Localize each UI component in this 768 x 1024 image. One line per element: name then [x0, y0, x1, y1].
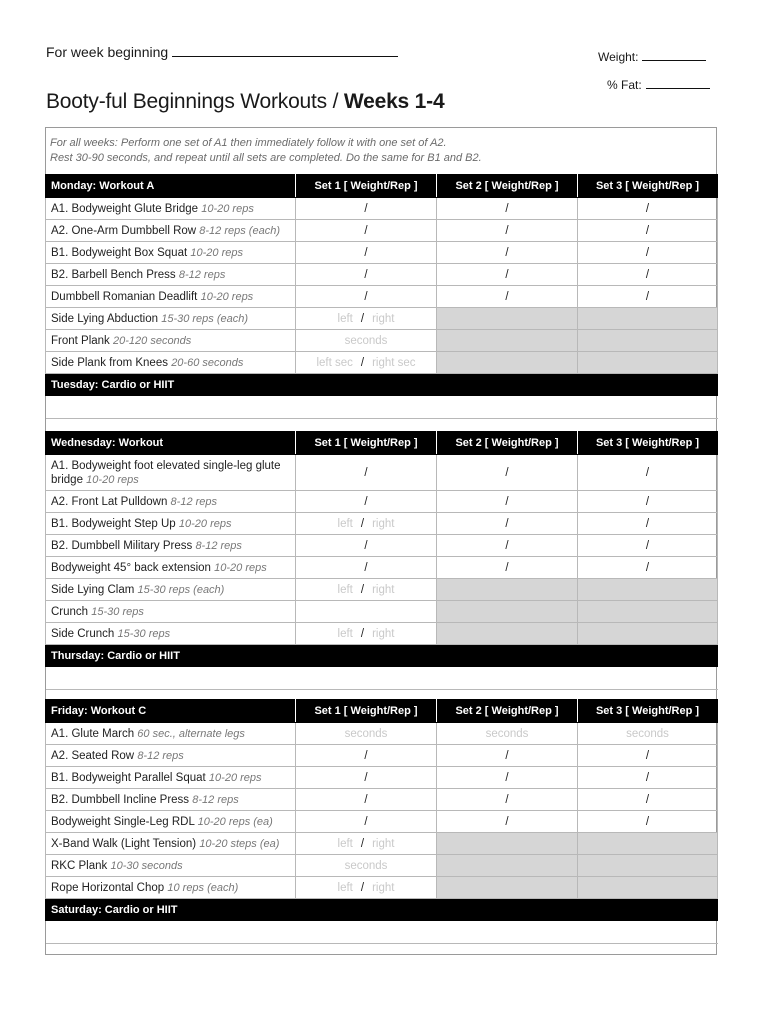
set1-cell[interactable]: seconds — [296, 330, 437, 352]
set3-header: Set 3 [ Weight/Rep ] — [578, 432, 718, 455]
exercise-name: Side Crunch 15-30 reps — [46, 623, 296, 645]
exercise-name: A2. Front Lat Pulldown 8-12 reps — [46, 491, 296, 513]
week-beginning-line[interactable] — [172, 44, 398, 57]
set3-cell-disabled — [578, 833, 718, 855]
table-row — [46, 198, 718, 220]
table-row — [46, 723, 718, 745]
set1-cell[interactable]: / — [296, 811, 437, 833]
set2-cell-disabled — [437, 833, 578, 855]
set3-cell[interactable]: seconds — [578, 723, 718, 745]
exercise-name: Dumbbell Romanian Deadlift 10-20 reps — [46, 286, 296, 308]
set3-cell-disabled — [578, 855, 718, 877]
saturday-notes-row[interactable] — [46, 921, 718, 944]
set3-cell[interactable]: / — [578, 242, 718, 264]
set3-header: Set 3 [ Weight/Rep ] — [578, 700, 718, 723]
friday-table — [45, 699, 718, 944]
set1-cell[interactable]: left / right — [296, 833, 437, 855]
set2-cell-disabled — [437, 579, 578, 601]
set2-cell[interactable]: / — [437, 535, 578, 557]
fat-field[interactable] — [607, 78, 710, 92]
table-row — [46, 767, 718, 789]
title-weeks: Weeks 1-4 — [343, 90, 445, 113]
set1-cell[interactable]: / — [296, 535, 437, 557]
set3-cell[interactable]: / — [578, 789, 718, 811]
table-row — [46, 455, 718, 491]
weight-label: Weight: — [598, 50, 639, 64]
set2-cell-disabled — [437, 623, 578, 645]
tuesday-notes-row[interactable] — [46, 396, 718, 419]
set2-cell[interactable]: / — [437, 745, 578, 767]
thursday-notes[interactable] — [46, 667, 718, 690]
exercise-name: B1. Bodyweight Step Up 10-20 reps — [46, 513, 296, 535]
set1-cell[interactable]: left / right — [296, 877, 437, 899]
set3-cell[interactable]: / — [578, 767, 718, 789]
set1-cell[interactable]: seconds — [296, 723, 437, 745]
exercise-name: B1. Bodyweight Parallel Squat 10-20 reps — [46, 767, 296, 789]
exercise-name: A1. Bodyweight Glute Bridge 10-20 reps — [46, 198, 296, 220]
exercise-name: Side Lying Abduction 15-30 reps (each) — [46, 308, 296, 330]
instructions-line-1: For all weeks: Perform one set of A1 then immediately follow it with one set of A2. — [50, 137, 447, 149]
table-row — [46, 877, 718, 899]
set2-cell-disabled — [437, 877, 578, 899]
set2-cell[interactable]: / — [437, 557, 578, 579]
set3-cell[interactable]: / — [578, 513, 718, 535]
exercise-name: B2. Barbell Bench Press 8-12 reps — [46, 264, 296, 286]
set1-cell[interactable] — [296, 601, 437, 623]
set1-cell[interactable]: / — [296, 242, 437, 264]
wednesday-header-row — [46, 432, 718, 455]
saturday-title: Saturday: Cardio or HIIT — [46, 899, 718, 921]
set3-header: Set 3 [ Weight/Rep ] — [578, 175, 718, 198]
exercise-name: B1. Bodyweight Box Squat 10-20 reps — [46, 242, 296, 264]
wednesday-table — [45, 431, 718, 690]
set1-cell[interactable]: left sec / right sec — [296, 352, 437, 374]
table-row — [46, 220, 718, 242]
set2-cell-disabled — [437, 352, 578, 374]
table-row — [46, 833, 718, 855]
exercise-name: A1. Glute March 60 sec., alternate legs — [46, 723, 296, 745]
table-row — [46, 557, 718, 579]
set1-header: Set 1 [ Weight/Rep ] — [296, 432, 437, 455]
exercise-name: X-Band Walk (Light Tension) 10-20 steps (ea) — [46, 833, 296, 855]
exercise-name: A2. Seated Row 8-12 reps — [46, 745, 296, 767]
set2-header: Set 2 [ Weight/Rep ] — [437, 175, 578, 198]
table-row — [46, 811, 718, 833]
table-row — [46, 579, 718, 601]
tuesday-row — [46, 374, 718, 396]
set1-cell[interactable]: / — [296, 286, 437, 308]
exercise-name: B2. Dumbbell Military Press 8-12 reps — [46, 535, 296, 557]
fat-label: % Fat: — [607, 78, 642, 92]
table-row — [46, 330, 718, 352]
friday-title: Friday: Workout C — [46, 700, 296, 723]
set1-cell[interactable]: / — [296, 789, 437, 811]
exercise-name: A1. Bodyweight foot elevated single-leg glute bridge 10-20 reps — [46, 455, 296, 491]
table-row — [46, 601, 718, 623]
monday-header-row — [46, 175, 718, 198]
set2-cell-disabled — [437, 308, 578, 330]
title-main: Booty-ful Beginnings Workouts / — [46, 90, 344, 113]
week-beginning-label: For week beginning — [46, 44, 169, 60]
weight-line[interactable] — [642, 50, 706, 61]
fat-line[interactable] — [646, 78, 710, 89]
set2-cell-disabled — [437, 601, 578, 623]
instructions — [50, 136, 482, 166]
set3-cell-disabled — [578, 601, 718, 623]
set1-cell[interactable]: left / right — [296, 579, 437, 601]
exercise-name: B2. Dumbbell Incline Press 8-12 reps — [46, 789, 296, 811]
monday-table — [45, 174, 718, 419]
monday-title: Monday: Workout A — [46, 175, 296, 198]
exercise-name: Side Lying Clam 15-30 reps (each) — [46, 579, 296, 601]
table-row — [46, 789, 718, 811]
set1-cell[interactable]: seconds — [296, 855, 437, 877]
table-row — [46, 745, 718, 767]
set1-header: Set 1 [ Weight/Rep ] — [296, 700, 437, 723]
exercise-name: Bodyweight 45° back extension 10-20 reps — [46, 557, 296, 579]
exercise-name: RKC Plank 10-30 seconds — [46, 855, 296, 877]
set3-cell-disabled — [578, 330, 718, 352]
table-row — [46, 513, 718, 535]
instructions-line-2: Rest 30-90 seconds, and repeat until all sets are completed. Do the same for B1 and B2. — [50, 152, 482, 164]
set1-cell[interactable]: left / right — [296, 308, 437, 330]
table-row — [46, 264, 718, 286]
set2-header: Set 2 [ Weight/Rep ] — [437, 700, 578, 723]
table-row — [46, 352, 718, 374]
table-row — [46, 308, 718, 330]
set2-cell[interactable]: / — [437, 491, 578, 513]
set2-cell[interactable]: seconds — [437, 723, 578, 745]
set3-cell-disabled — [578, 579, 718, 601]
set1-cell[interactable]: / — [296, 557, 437, 579]
set2-cell[interactable]: / — [437, 767, 578, 789]
set3-cell[interactable]: / — [578, 557, 718, 579]
tuesday-notes[interactable] — [46, 396, 718, 419]
set1-cell[interactable]: left / right — [296, 623, 437, 645]
set3-cell[interactable]: / — [578, 220, 718, 242]
table-row — [46, 623, 718, 645]
set2-cell[interactable]: / — [437, 198, 578, 220]
set3-cell[interactable]: / — [578, 264, 718, 286]
exercise-name: Side Plank from Knees 20-60 seconds — [46, 352, 296, 374]
friday-header-row — [46, 700, 718, 723]
set2-cell-disabled — [437, 855, 578, 877]
set2-header: Set 2 [ Weight/Rep ] — [437, 432, 578, 455]
set2-cell[interactable]: / — [437, 242, 578, 264]
weight-field[interactable] — [598, 50, 706, 64]
set2-cell[interactable]: / — [437, 513, 578, 535]
table-row — [46, 286, 718, 308]
set2-cell[interactable]: / — [437, 455, 578, 491]
week-beginning-field[interactable] — [46, 44, 398, 60]
table-row — [46, 535, 718, 557]
set1-cell[interactable]: / — [296, 455, 437, 491]
set1-cell[interactable]: / — [296, 767, 437, 789]
tuesday-title: Tuesday: Cardio or HIIT — [46, 374, 718, 396]
exercise-name: Crunch 15-30 reps — [46, 601, 296, 623]
set3-cell[interactable]: / — [578, 491, 718, 513]
set3-cell[interactable]: / — [578, 745, 718, 767]
set2-cell[interactable]: / — [437, 286, 578, 308]
exercise-name: Front Plank 20-120 seconds — [46, 330, 296, 352]
set3-cell[interactable]: / — [578, 535, 718, 557]
thursday-notes-row[interactable] — [46, 667, 718, 690]
set3-cell[interactable]: / — [578, 286, 718, 308]
thursday-title: Thursday: Cardio or HIIT — [46, 645, 718, 667]
set1-cell[interactable]: / — [296, 491, 437, 513]
table-row — [46, 491, 718, 513]
set3-cell-disabled — [578, 352, 718, 374]
table-row — [46, 855, 718, 877]
set3-cell-disabled — [578, 308, 718, 330]
table-row — [46, 242, 718, 264]
saturday-row — [46, 899, 718, 921]
set1-cell[interactable]: / — [296, 264, 437, 286]
set3-cell[interactable]: / — [578, 198, 718, 220]
exercise-name: Rope Horizontal Chop 10 reps (each) — [46, 877, 296, 899]
set1-header: Set 1 [ Weight/Rep ] — [296, 175, 437, 198]
set1-cell[interactable]: / — [296, 220, 437, 242]
set3-cell[interactable]: / — [578, 811, 718, 833]
wednesday-title: Wednesday: Workout — [46, 432, 296, 455]
set2-cell-disabled — [437, 330, 578, 352]
set1-cell[interactable]: / — [296, 198, 437, 220]
set2-cell[interactable]: / — [437, 220, 578, 242]
set2-cell[interactable]: / — [437, 789, 578, 811]
page-title — [46, 90, 444, 114]
set1-cell[interactable]: / — [296, 745, 437, 767]
thursday-row — [46, 645, 718, 667]
set3-cell-disabled — [578, 623, 718, 645]
exercise-name: A2. One-Arm Dumbbell Row 8-12 reps (each) — [46, 220, 296, 242]
set3-cell-disabled — [578, 877, 718, 899]
set2-cell[interactable]: / — [437, 811, 578, 833]
set3-cell[interactable]: / — [578, 455, 718, 491]
exercise-name: Bodyweight Single-Leg RDL 10-20 reps (ea) — [46, 811, 296, 833]
set1-cell[interactable]: left / right — [296, 513, 437, 535]
saturday-notes[interactable] — [46, 921, 718, 944]
set2-cell[interactable]: / — [437, 264, 578, 286]
